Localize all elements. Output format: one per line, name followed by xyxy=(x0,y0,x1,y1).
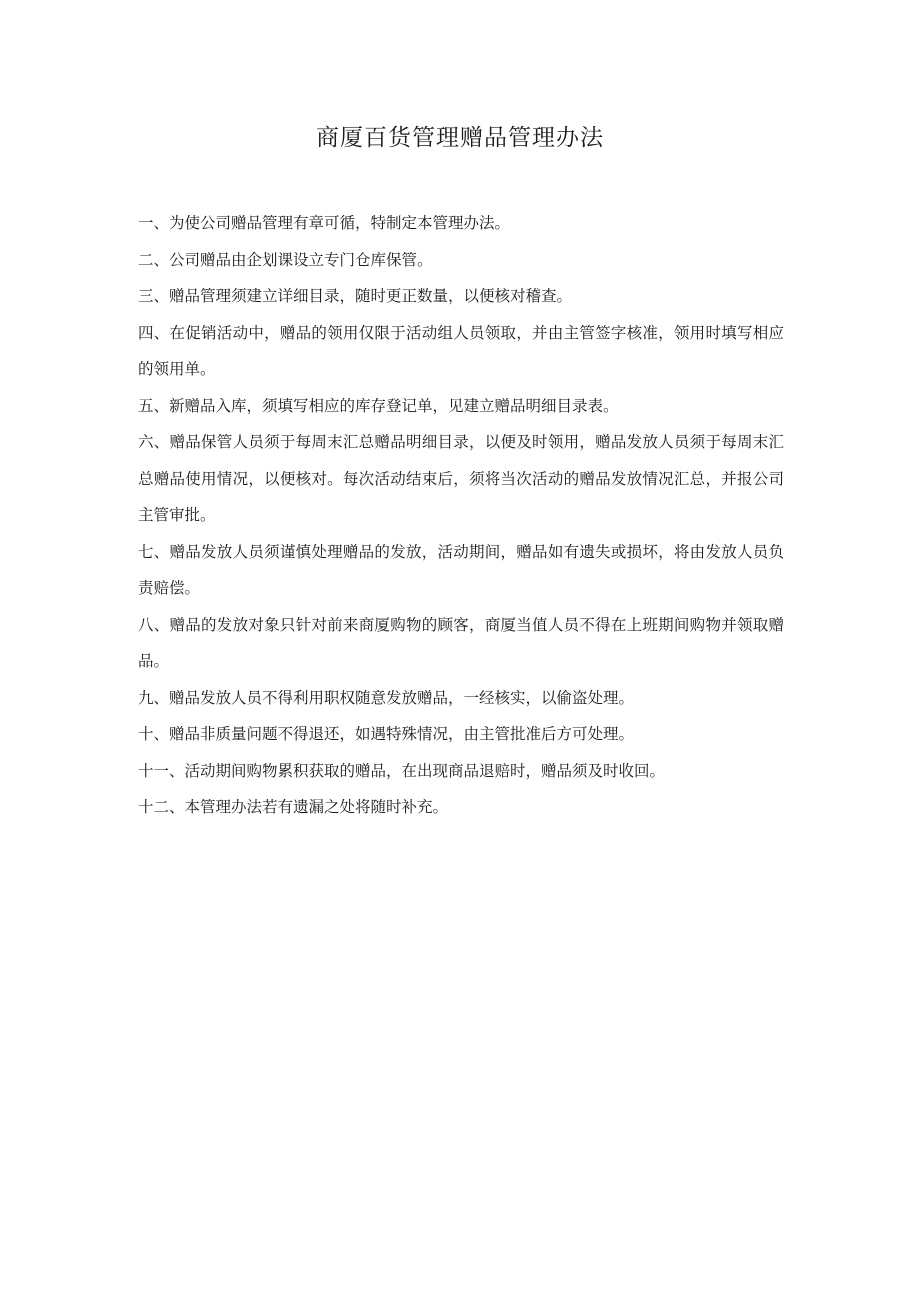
clause-list xyxy=(138,205,784,826)
clause-1: 一、为使公司赠品管理有章可循，特制定本管理办法。 xyxy=(138,214,511,232)
clause-2: 二、公司赠品由企划课设立专门仓库保管。 xyxy=(138,250,433,269)
clause-4: 四、在促销活动中，赠品的领用仅限于活动组人员领取，并由主管签字核准，领用时填写相应的领用单。 xyxy=(138,323,784,378)
clause-3: 三、赠品管理须建立详细目录，随时更正数量，以便核对稽查。 xyxy=(138,287,573,305)
clause-8: 八、赠品的发放对象只针对前来商厦购物的顾客，商厦当值人员不得在上班期间购物并领取赠品。 xyxy=(138,615,784,670)
clause-6: 六、赠品保管人员须于每周末汇总赠品明细目录，以便及时领用，赠品发放人员须于每周末汇总赠品使用情况，以便核对。每次活动结束后，须将当次活动的赠品发放情况汇总，并报公司主管审批。 xyxy=(138,433,784,524)
clause-9: 九、赠品发放人员不得利用职权随意发放赠品，一经核实，以偷盗处理。 xyxy=(138,688,635,707)
document-title: 商厦百货管理赠品管理办法 xyxy=(316,125,604,151)
clause-7: 七、赠品发放人员须谨慎处理赠品的发放，活动期间，赠品如有遗失或损坏，将由发放人员负责赔偿。 xyxy=(138,542,784,597)
clause-11: 十一、活动期间购物累积获取的赠品，在出现商品退赔时，赠品须及时收回。 xyxy=(138,761,666,780)
clause-12: 十二、本管理办法若有遗漏之处将随时补充。 xyxy=(138,798,449,816)
clause-5: 五、新赠品入库，须填写相应的库存登记单，见建立赠品明细目录表。 xyxy=(138,396,619,415)
clause-10: 十、赠品非质量问题不得退还，如遇特殊情况，由主管批准后方可处理。 xyxy=(138,725,635,743)
